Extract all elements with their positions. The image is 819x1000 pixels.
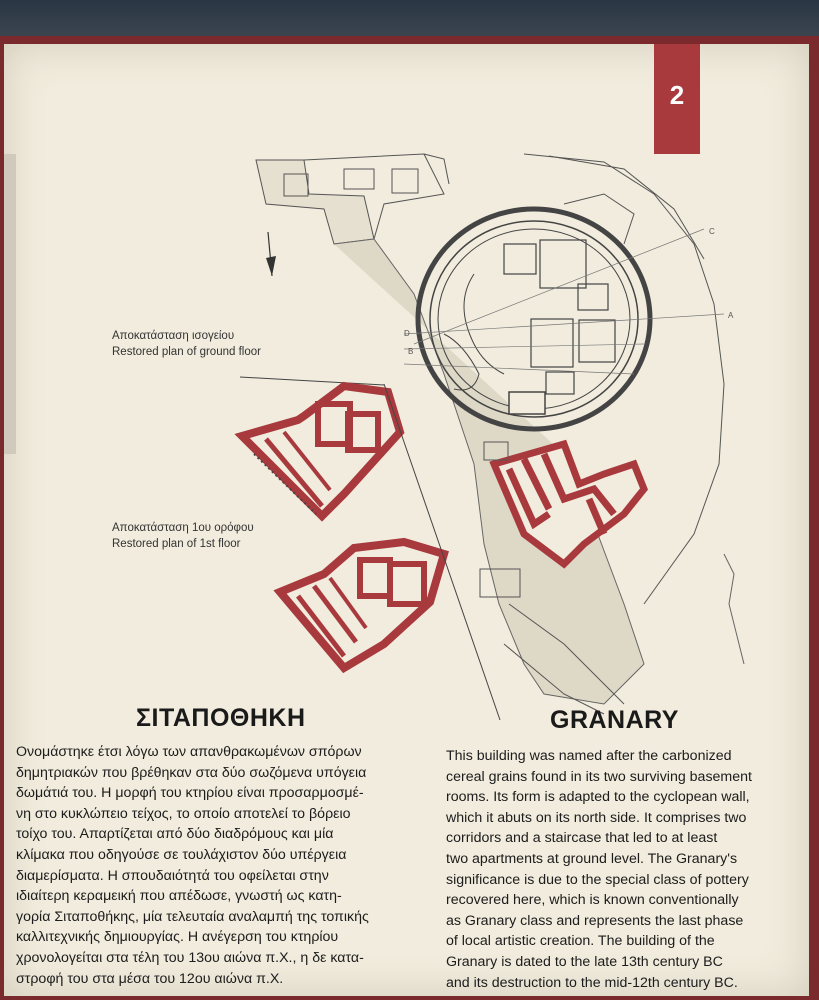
section-label-a: A: [728, 311, 734, 320]
background-wall: [0, 0, 819, 40]
greek-line: καλλιτεχνικής δημιουργίας. Η ανέγερση του κτηρίου: [16, 929, 339, 946]
site-plan: [4, 44, 809, 724]
greek-line: Ονομάστηκε έτσι λόγω των απανθρακωμένων σπόρων: [16, 744, 362, 760]
panel-number: 2: [669, 80, 685, 110]
english-title: GRANARY: [550, 706, 679, 734]
section-label-b: B: [408, 347, 414, 356]
english-line: rooms. Its form is adapted to the cyclopean wall,: [446, 789, 750, 806]
english-line: Granary is dated to the late 13th century BC: [446, 953, 723, 970]
greek-title: ΣΙΤΑΠΟΘΗΚΗ: [136, 704, 306, 732]
english-line: as Granary class and represents the last phase: [446, 912, 744, 929]
english-line: and its destruction to the mid-12th century BC.: [446, 974, 738, 991]
north-arrow-icon: [266, 232, 276, 276]
sign-panel: [4, 44, 809, 996]
english-line: two apartments at ground level. The Granary's: [446, 850, 738, 867]
english-line: corridors and a staircase that led to at least: [446, 830, 718, 847]
english-line: of local artistic creation. The building of the: [446, 933, 715, 950]
greek-line: διαμερίσματα. Η σπουδαιότητά του οφείλεται στην: [16, 867, 329, 884]
english-line: This building was named after the carbonized: [446, 748, 732, 764]
section-label-d: D: [404, 329, 410, 338]
greek-line: δημητριακών που βρέθηκαν στα δύο σωζόμενα υπόγεια: [16, 764, 367, 781]
first-floor-label-english: Restored plan of 1st floor: [112, 538, 241, 550]
greek-line: κλίμακα που οδηγούσε σε τουλάχιστον δύο υπέργεια: [16, 846, 347, 863]
first-floor-plan: [280, 542, 444, 668]
ground-floor-label-english: Restored plan of ground floor: [112, 346, 261, 358]
first-floor-label: [112, 520, 254, 552]
ground-floor-label-greek: Αποκατάσταση ισογείου: [112, 330, 235, 342]
sign-board: [0, 36, 819, 1000]
ground-floor-plan: [240, 377, 400, 516]
english-line: cereal grains found in its two surviving basement: [446, 768, 752, 785]
english-line: recovered here, which is known conventionally: [446, 892, 739, 909]
english-line: significance is due to the special class of pottery: [446, 871, 749, 888]
english-description: [446, 746, 752, 993]
greek-line: ιδιαίτερη κεραμεική που απέδωσε, γνωστή ως κατη-: [16, 888, 342, 905]
greek-line: χρονολογείται στα τέλη του 13ου αιώνα π.Χ., η δε κατα-: [16, 949, 364, 966]
section-label-c: C: [709, 227, 715, 236]
english-line: which it abuts on its north side. It comprises two: [446, 809, 747, 826]
greek-description: [16, 742, 369, 989]
greek-line: νη στο κυκλώπειο τείχος, το οποίο αποτελεί το βόρειο: [16, 805, 351, 822]
ground-floor-label: [112, 328, 261, 360]
greek-line: δωμάτιά του. Η μορφή του κτηρίου είναι προσαρμοσμέ-: [16, 785, 364, 802]
greek-line: στροφή του στα μέσα του 12ου αιώνα π.Χ.: [16, 970, 284, 987]
first-floor-label-greek: Αποκατάσταση 1ου ορόφου: [112, 522, 254, 534]
greek-line: τοίχο του. Απαρτίζεται από δύο διαδρόμους και μία: [16, 826, 334, 843]
greek-line: γορία Σιταποθήκης, μία τελευταία αναλαμπή της τοπικής: [16, 908, 369, 925]
